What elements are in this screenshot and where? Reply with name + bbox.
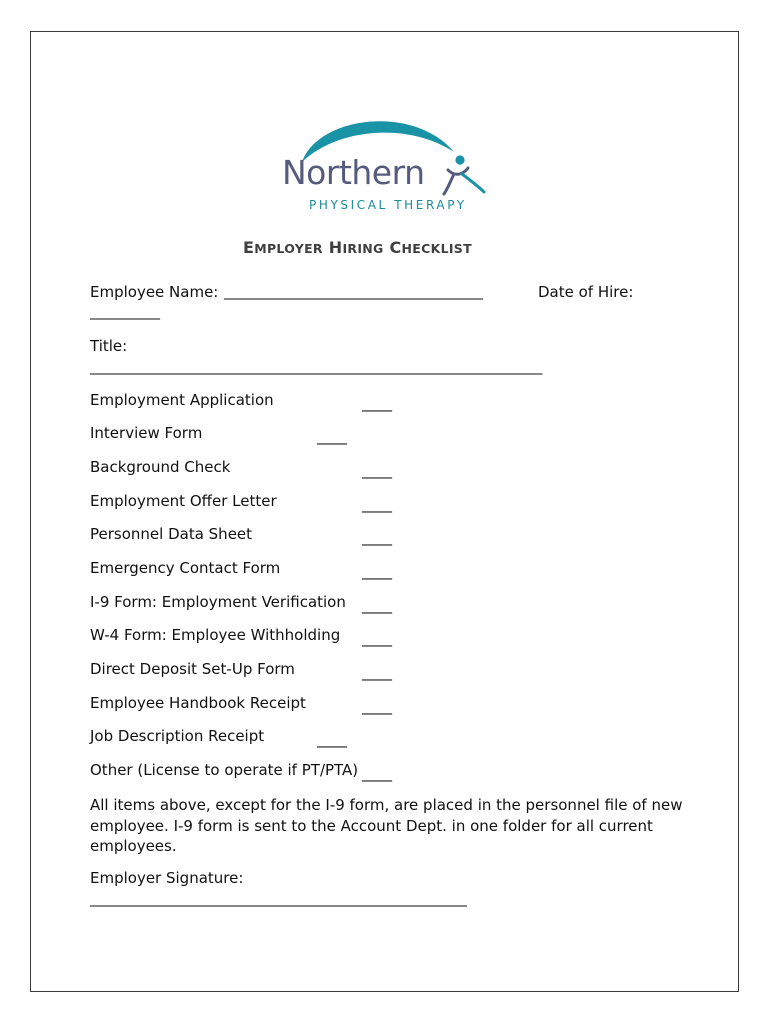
checkbox-blank[interactable]: ____ — [362, 629, 392, 647]
checkbox-blank[interactable]: ____ — [317, 427, 347, 445]
date-of-hire-label: Date of Hire: — [538, 283, 634, 301]
logo-subtitle: PHYSICAL THERAPY — [309, 198, 467, 212]
list-item: Employee Handbook Receipt — [90, 694, 306, 712]
list-item: Employment Application — [90, 391, 274, 409]
title-label: Title: — [90, 337, 128, 355]
checkbox-blank[interactable]: ____ — [362, 495, 392, 513]
logo-wordmark: Northern — [282, 153, 425, 192]
list-item: Job Description Receipt — [90, 727, 265, 745]
date-of-hire-field[interactable]: __________ — [90, 304, 160, 320]
form-title: EMPLOYER HIRING CHECKLIST — [243, 238, 472, 257]
checkbox-blank[interactable]: ____ — [362, 663, 392, 681]
checkbox-blank[interactable]: ____ — [362, 394, 392, 412]
signature-label: Employer Signature: — [90, 869, 244, 887]
filing-note: All items above, except for the I-9 form, are placed in the personnel file of new employee. I-9 form is sent to the Account Dept. in one folder for all current employees. — [90, 796, 683, 855]
checkbox-blank[interactable]: ____ — [362, 562, 392, 580]
list-item: Personnel Data Sheet — [90, 525, 253, 543]
list-item: Direct Deposit Set-Up Form — [90, 660, 295, 678]
checkbox-blank[interactable]: ____ — [362, 697, 392, 715]
signature-field[interactable]: _______________________________________________________ — [90, 891, 467, 907]
checkbox-blank[interactable]: ____ — [362, 596, 392, 614]
list-item: Interview Form — [90, 424, 203, 442]
employee-name-field[interactable]: _____________________________________ — [224, 284, 483, 300]
list-item: Employment Offer Letter — [90, 492, 277, 510]
list-item: Background Check — [90, 458, 231, 476]
list-item: I-9 Form: Employment Verification — [90, 593, 346, 611]
list-item: Emergency Contact Form — [90, 559, 281, 577]
checkbox-blank[interactable]: ____ — [317, 730, 347, 748]
list-item: W-4 Form: Employee Withholding — [90, 626, 341, 644]
checkbox-blank[interactable]: ____ — [362, 461, 392, 479]
person-icon — [444, 155, 484, 194]
list-item: Other (License to operate if PT/PTA) — [90, 761, 359, 779]
checkbox-blank[interactable]: ____ — [362, 528, 392, 546]
title-field[interactable]: __________________________________________________________________ — [90, 359, 543, 375]
checkbox-blank[interactable]: ____ — [362, 764, 392, 782]
employee-name-label: Employee Name: — [90, 283, 219, 301]
